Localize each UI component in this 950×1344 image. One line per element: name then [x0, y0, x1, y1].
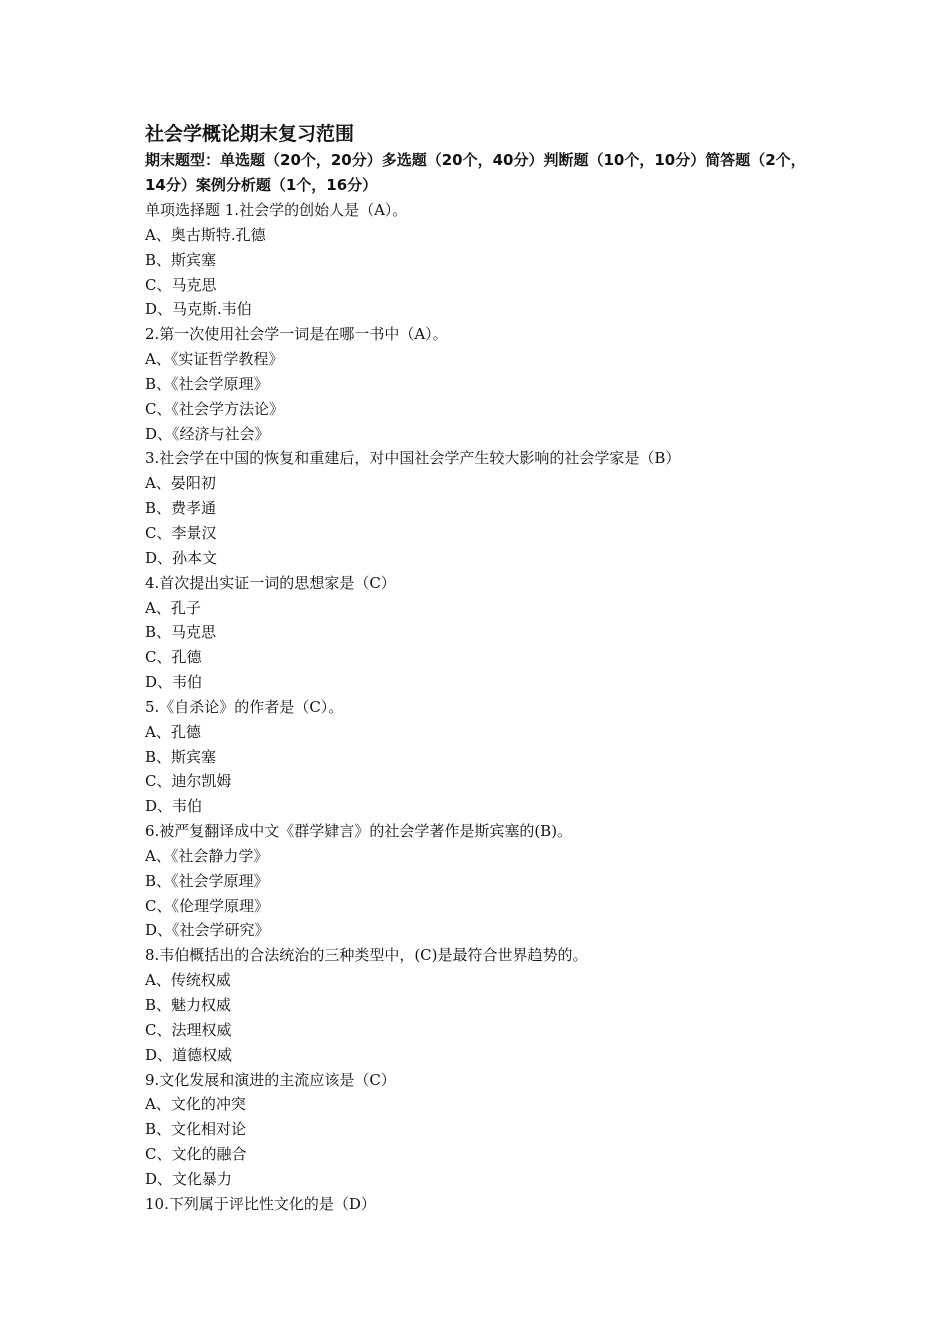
answer-option: A、传统权威 — [145, 971, 231, 990]
answer-option: A、晏阳初 — [145, 474, 216, 493]
answer-option: C、《社会学方法论》 — [145, 399, 284, 418]
answer-option: D、孙本文 — [145, 548, 218, 567]
answer-option: A、孔子 — [145, 598, 201, 617]
answer-option: D、韦伯 — [145, 797, 203, 816]
answer-option: D、马克斯.韦伯 — [145, 300, 252, 319]
question-text: 单项选择题 1.社会学的创始人是（A）。 — [145, 201, 408, 219]
answer-option: B、文化相对论 — [145, 1120, 247, 1139]
question-text: 10.下列属于评比性文化的是（D） — [145, 1194, 376, 1213]
answer-option: C、文化的融合 — [145, 1145, 247, 1164]
exam-format-summary: 期末题型：单选题（20个，20分）多选题（20个，40分）判断题（10个，10分）简答题（2个，14分）案例分析题（1个，16分） — [145, 151, 806, 194]
answer-option: B、斯宾塞 — [145, 250, 217, 269]
question-text: 2.第一次使用社会学一词是在哪一书中（A）。 — [145, 325, 448, 344]
document-title: 社会学概论期末复习范围 — [145, 123, 355, 145]
answer-option: B、《社会学原理》 — [145, 871, 269, 890]
answer-option: A、《实证哲学教程》 — [145, 350, 284, 369]
question-text: 8.韦伯概括出的合法统治的三种类型中，(C)是最符合世界趋势的。 — [145, 946, 588, 965]
question-text: 9.文化发展和演进的主流应该是（C） — [145, 1070, 396, 1089]
answer-option: B、费孝通 — [145, 499, 217, 518]
answer-option: D、韦伯 — [145, 673, 203, 692]
question-text: 4.首次提出实证一词的思想家是（C） — [145, 573, 396, 592]
question-text: 6.被严复翻译成中文《群学肄言》的社会学著作是斯宾塞的(B)。 — [145, 822, 573, 841]
answer-option: C、法理权威 — [145, 1020, 232, 1039]
answer-option: C、李景汉 — [145, 523, 217, 542]
answer-option: A、奥古斯特.孔德 — [145, 225, 266, 244]
answer-option: C、孔德 — [145, 648, 202, 667]
answer-option: D、《社会学研究》 — [145, 921, 270, 940]
question-list — [145, 198, 825, 1217]
question-text: 5.《自杀论》的作者是（C）。 — [145, 697, 344, 716]
answer-option: A、《社会静力学》 — [145, 846, 269, 865]
answer-option: B、马克思 — [145, 623, 217, 642]
answer-option: D、道德权威 — [145, 1045, 233, 1064]
answer-option: D、文化暴力 — [145, 1169, 233, 1188]
question-text: 3.社会学在中国的恢复和重建后，对中国社会学产生较大影响的社会学家是（B） — [145, 449, 681, 468]
answer-option: A、文化的冲突 — [145, 1095, 246, 1114]
document-body — [145, 120, 825, 1217]
answer-option: C、《伦理学原理》 — [145, 896, 269, 915]
answer-option: C、马克思 — [145, 275, 217, 294]
answer-option: B、斯宾塞 — [145, 747, 217, 766]
answer-option: C、迪尔凯姆 — [145, 772, 232, 791]
answer-option: B、魅力权威 — [145, 996, 232, 1014]
answer-option: A、孔德 — [145, 722, 201, 741]
answer-option: D、《经济与社会》 — [145, 424, 270, 443]
answer-option: B、《社会学原理》 — [145, 374, 269, 393]
